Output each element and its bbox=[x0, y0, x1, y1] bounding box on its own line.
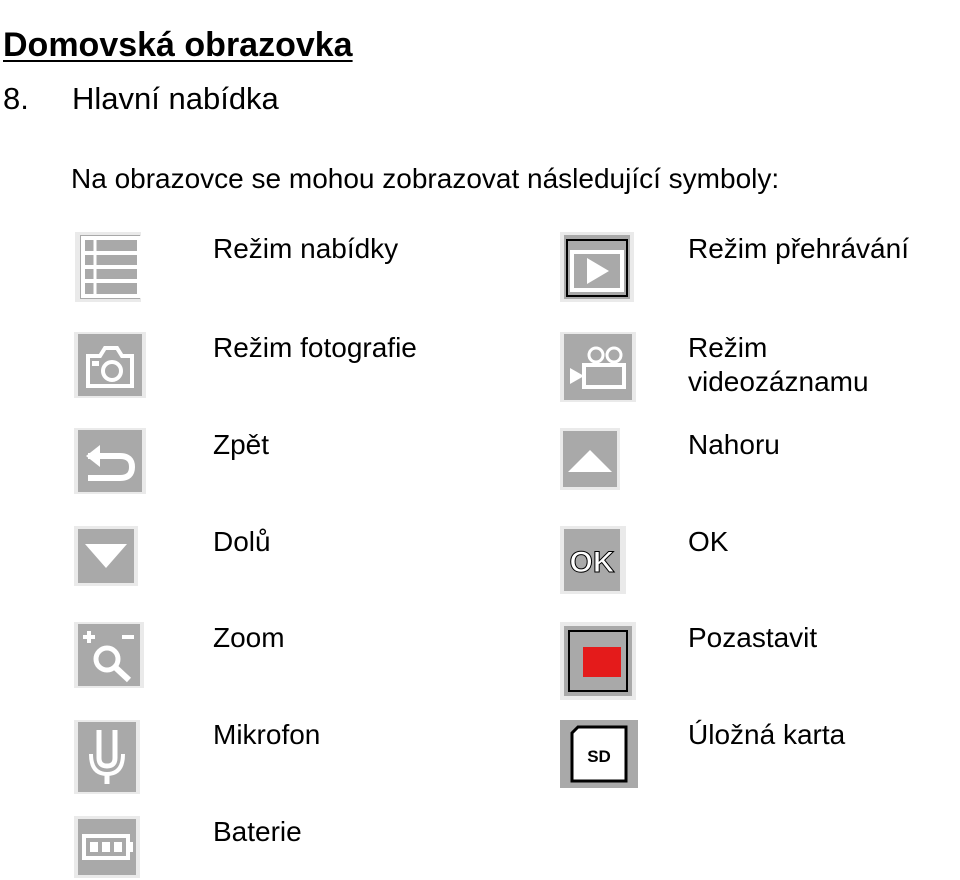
battery-icon bbox=[74, 816, 140, 878]
zoom-magnifier-icon bbox=[74, 622, 144, 688]
microphone-icon bbox=[74, 720, 140, 794]
label-ok: OK bbox=[688, 526, 729, 557]
section-title: Hlavní nabídka bbox=[72, 81, 279, 116]
ok-icon-text: OK bbox=[569, 546, 615, 579]
page-heading: Domovská obrazovka bbox=[3, 25, 353, 64]
label-zoom: Zoom bbox=[213, 622, 285, 653]
label-pause: Pozastavit bbox=[688, 622, 818, 653]
menu-list-icon bbox=[75, 232, 141, 302]
label-photo-mode: Režim fotografie bbox=[213, 332, 417, 363]
label-menu-mode: Režim nabídky bbox=[213, 233, 399, 264]
ok-icon bbox=[560, 526, 626, 594]
camera-icon bbox=[74, 332, 146, 398]
label-microphone: Mikrofon bbox=[213, 719, 321, 750]
section-number: 8. bbox=[3, 81, 29, 116]
triangle-up-icon bbox=[560, 428, 620, 490]
pause-stop-icon bbox=[560, 622, 636, 700]
sd-card-icon bbox=[560, 720, 638, 788]
label-down: Dolů bbox=[213, 526, 271, 557]
sd-icon-text: SD bbox=[587, 747, 611, 766]
intro-text: Na obrazovce se mohou zobrazovat následující symboly: bbox=[71, 163, 780, 194]
label-battery: Baterie bbox=[213, 816, 302, 847]
label-playback-mode: Režim přehrávání bbox=[688, 233, 909, 264]
triangle-down-icon bbox=[74, 526, 138, 586]
label-video-mode: Režim videozáznamu bbox=[688, 332, 869, 397]
return-arrow-icon bbox=[74, 428, 146, 494]
play-icon bbox=[560, 232, 634, 302]
label-back: Zpět bbox=[213, 429, 270, 460]
label-up: Nahoru bbox=[688, 429, 780, 460]
video-camera-icon bbox=[560, 332, 636, 402]
label-storage-card: Úložná karta bbox=[688, 719, 846, 750]
